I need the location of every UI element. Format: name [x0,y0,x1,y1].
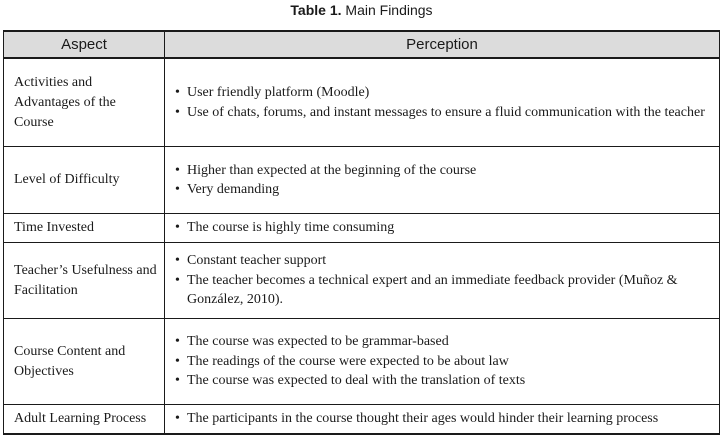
caption-label: Table 1. [290,2,342,18]
perception-cell [165,58,720,147]
bullet-icon: • [175,253,180,269]
bullet-item [173,251,713,271]
bullet-text: Higher than expected at the beginning of the course [187,162,477,178]
bullet-text: The course was expected to deal with the translation of texts [187,373,526,389]
bullet-icon: • [175,104,180,120]
table-row [4,147,720,214]
perception-cell [165,319,720,405]
bullet-item [173,371,713,391]
bullet-item [173,218,713,238]
bullet-text: The teacher becomes a technical expert and an immediate feedback provider (Muñoz & González, 2010). [187,272,678,308]
bullet-text: Constant teacher support [187,253,327,269]
aspect-cell: Level of Difficulty [4,147,165,214]
perception-cell [165,147,720,214]
bullet-icon: • [175,182,180,197]
table-row [4,405,720,435]
column-header-aspect: Aspect [4,31,165,58]
findings-table [3,30,720,435]
bullet-text: Use of chats, forums, and instant messages to ensure a fluid communication with the teacher [187,104,705,120]
bullet-text: Very demanding [187,182,280,197]
bullet-list [173,161,713,200]
perception-cell [165,214,720,243]
aspect-cell: Teacher’s Usefulness and Facilitation [4,243,165,319]
bullet-icon: • [175,373,180,389]
bullet-item [173,332,713,352]
bullet-text: The participants in the course thought their ages would hinder their learning process [187,411,659,427]
bullet-list [173,218,713,238]
bullet-list [173,332,713,391]
table-row [4,319,720,405]
aspect-cell: Time Invested [4,214,165,243]
bullet-icon: • [175,162,180,178]
bullet-icon: • [175,411,180,427]
bullet-icon: • [175,220,180,236]
bullet-item [173,83,713,103]
bullet-text: The readings of the course were expected to be about law [187,353,509,369]
table-row [4,214,720,243]
header-row [4,31,720,58]
bullet-list [173,83,713,122]
bullet-item [173,161,713,181]
aspect-cell: Course Content and Objectives [4,319,165,405]
table-row [4,58,720,147]
aspect-cell: Activities and Advantages of the Course [4,58,165,147]
bullet-icon: • [175,272,180,288]
column-header-perception: Perception [165,31,720,58]
bullet-list [173,251,713,310]
caption-title: Main Findings [345,2,433,18]
bullet-item [173,271,713,310]
perception-cell [165,243,720,319]
table-caption [0,0,723,25]
bullet-icon: • [175,334,180,350]
bullet-text: The course is highly time consuming [187,220,395,236]
bullet-icon: • [175,85,180,100]
aspect-cell: Adult Learning Process [4,405,165,435]
bullet-text: The course was expected to be grammar-based [187,334,449,350]
bullet-icon: • [175,353,180,369]
bullet-item [173,409,713,429]
table-row [4,243,720,319]
bullet-list [173,409,713,429]
bullet-text: User friendly platform (Moodle) [187,85,370,100]
bullet-item [173,103,713,123]
bullet-item [173,180,713,200]
bullet-item [173,352,713,372]
perception-cell [165,405,720,435]
